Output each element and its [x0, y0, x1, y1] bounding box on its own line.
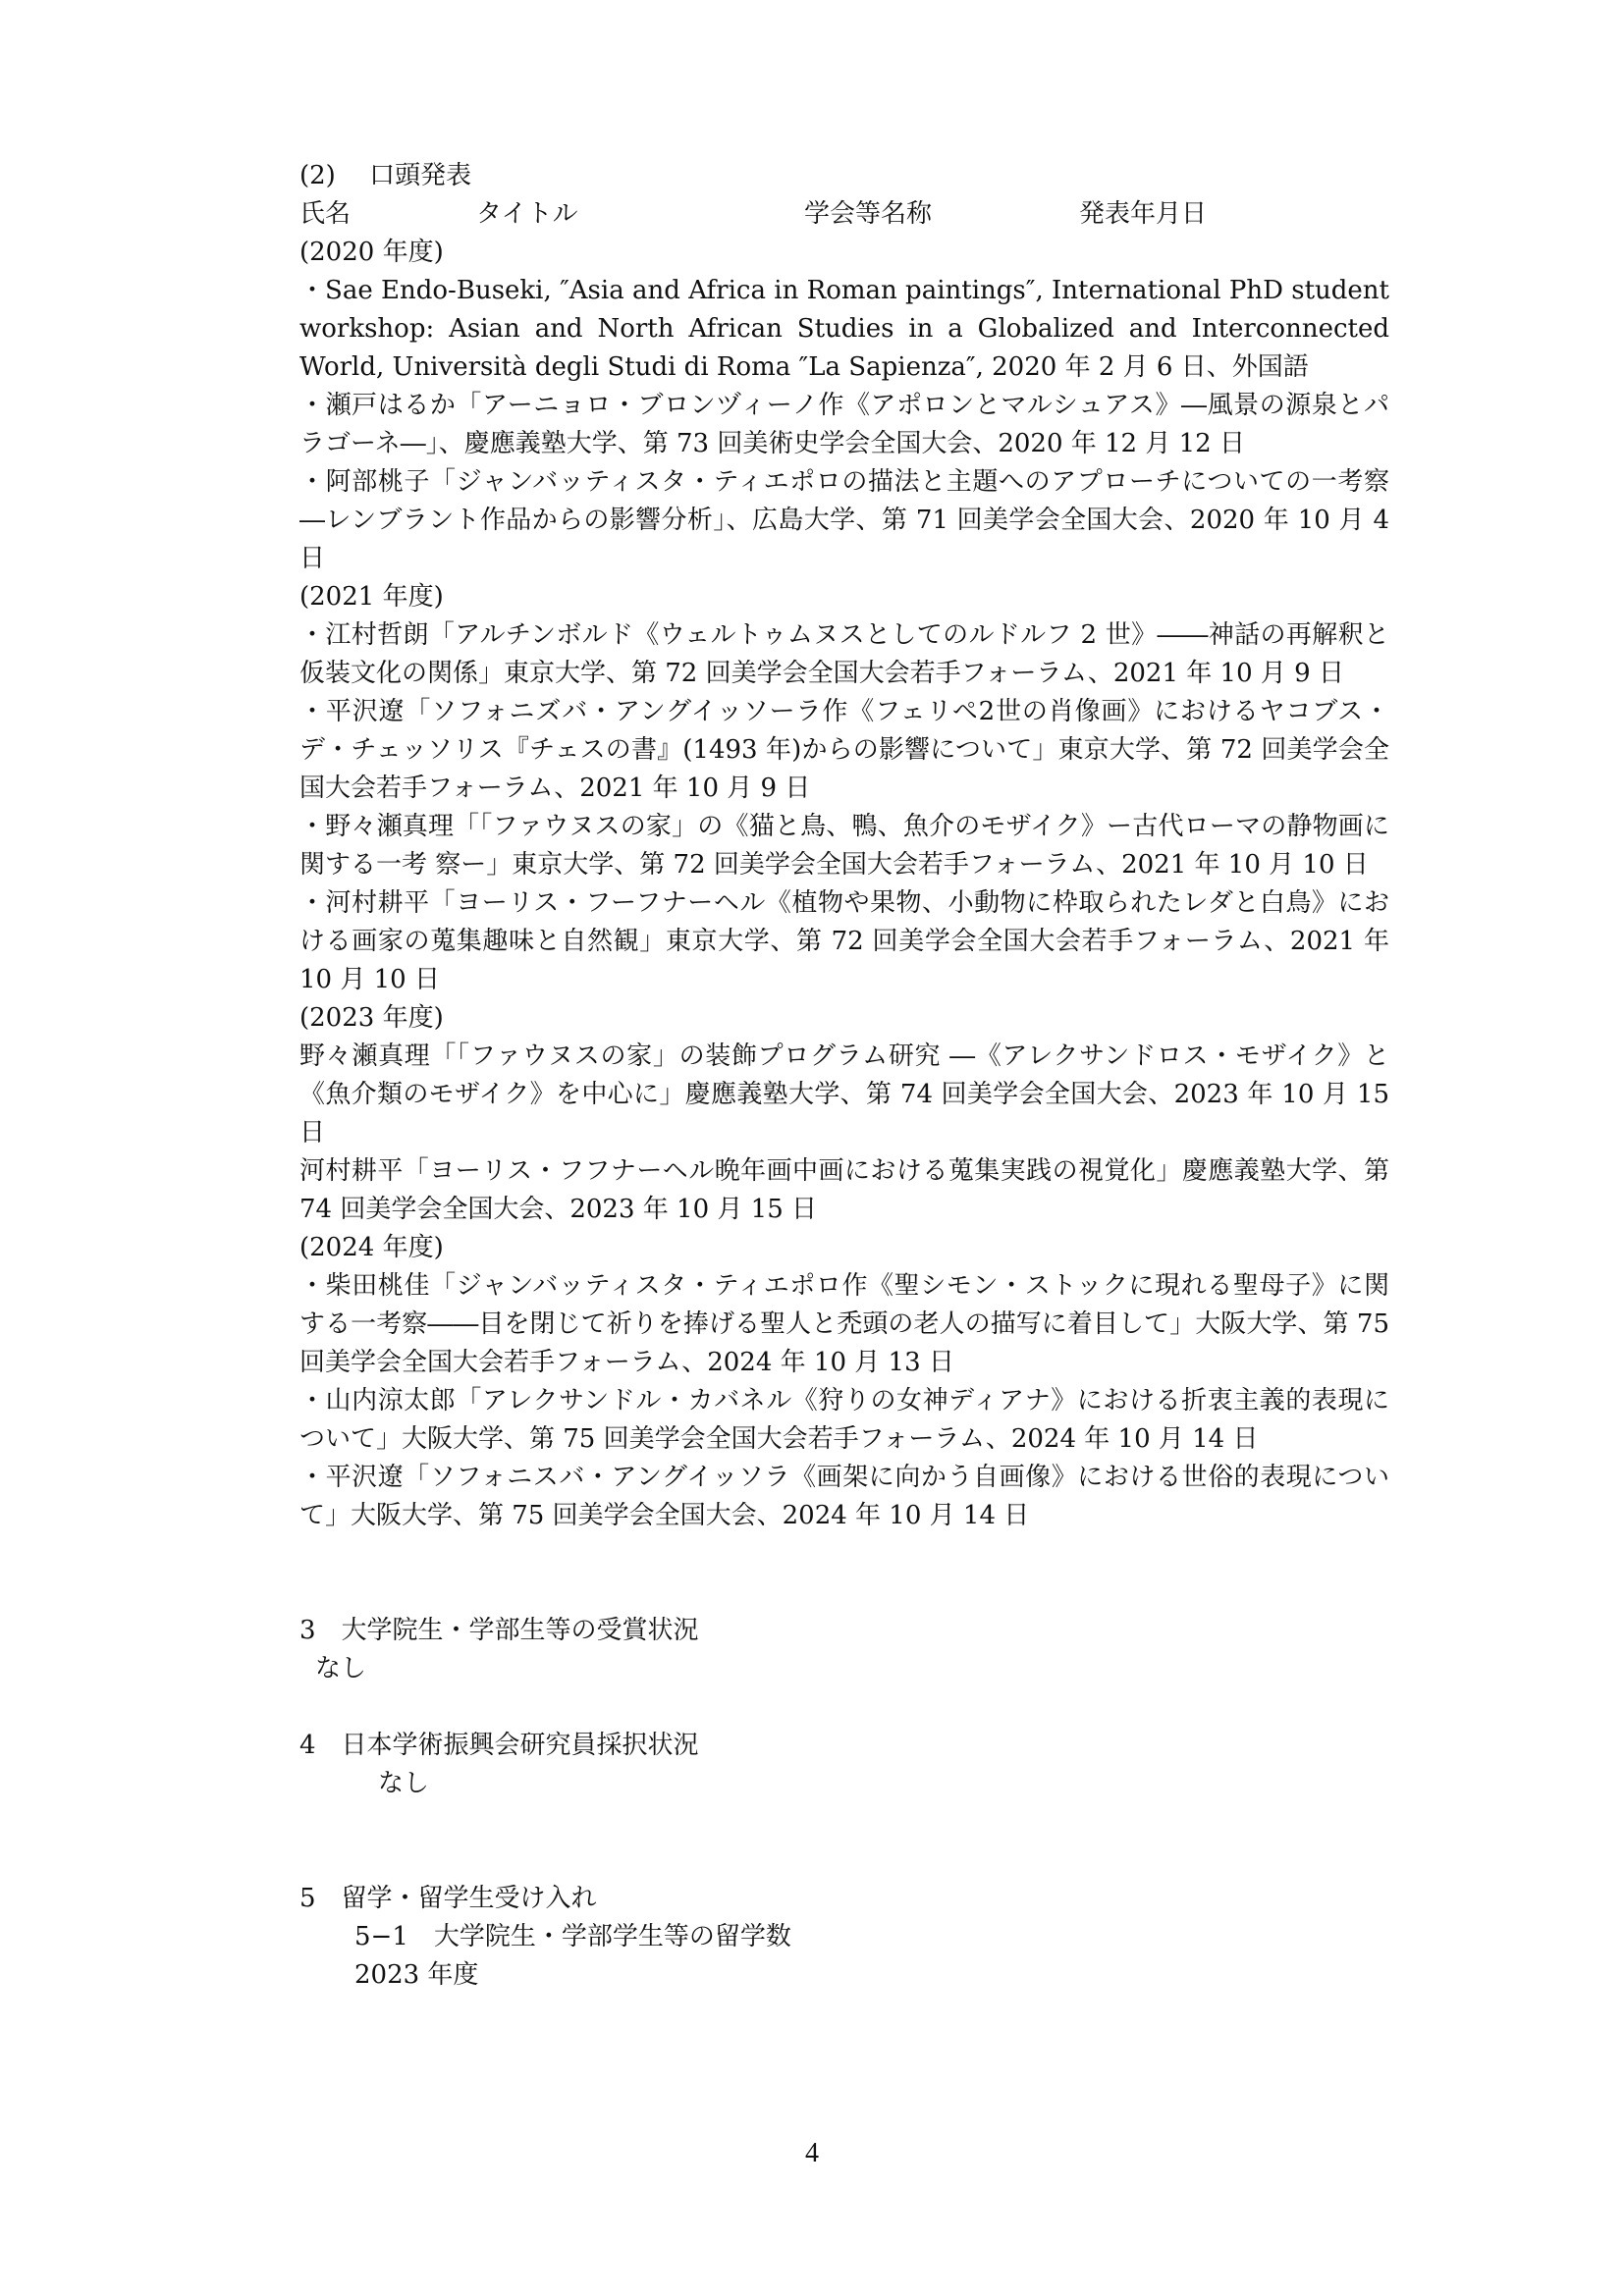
column-header-date: 発表年月日: [1079, 199, 1208, 229]
study-abroad-year: 2023 年度: [354, 1960, 479, 1990]
year-label-2021: (2021 年度): [299, 582, 444, 612]
presentation-entry: ・平沢遼「ソフォニズバ・アングイッソーラ作《フェリペ2世の肖像画》におけるヤコブス・デ・チェッソリス『チェスの書』(1493 年)からの影響について」東京大学、第 72 回美学会全国大会若手フォーラム、2021 年 10 月 9 日: [299, 697, 1389, 803]
presentation-entry: ・柴田桃佳「ジャンバッティスタ・ティエポロ作《聖シモン・ストックに現れる聖母子》に関する一考察――目を閉じて祈りを捧げる聖人と禿頭の老人の描写に着目して」大阪大学、第 75 回美学会全国大会若手フォーラム、2024 年 10 月 13 日: [299, 1271, 1389, 1377]
presentation-entry: ・Sae Endo-Buseki, ″Asia and Africa in Roman paintings″, International PhD student workshop: Asian and North African Studies in a Globalized and Interconnected World, Università degli Studi di Roma ″La Sapienza″, 2020 年 2 月 6 日、外国語: [299, 276, 1389, 382]
presentation-entry: ・山内涼太郎「アレクサンドル・カバネル《狩りの女神ディアナ》における折衷主義的表現について」大阪大学、第 75 回美学会全国大会若手フォーラム、2024 年 10 月 14 日: [299, 1386, 1389, 1454]
section-heading-oral-presentations: (2) 口頭発表: [299, 161, 472, 190]
column-header-name: 氏名: [299, 199, 352, 229]
presentation-entry: 野々瀬真理「「ファウヌスの家」の装飾プログラム研究 ―《アレクサンドロス・モザイク》と《魚介類のモザイク》を中心に」慶應義塾大学、第 74 回美学会全国大会、2023 年 10 月 15 日: [299, 1041, 1389, 1148]
presentation-entry: 河村耕平「ヨーリス・フフナーヘル晩年画中画における蒐集実践の視覚化」慶應義塾大学、第 74 回美学会全国大会、2023 年 10 月 15 日: [299, 1156, 1389, 1224]
jsps-fellows-value: なし: [378, 1769, 430, 1798]
awards-value: なし: [315, 1654, 367, 1683]
subsection-heading-study-abroad-count: 5−1 大学院生・学部学生等の留学数: [354, 1922, 791, 1951]
section-heading-awards: 3 大学院生・学部生等の受賞状況: [299, 1616, 699, 1645]
column-header-conference: 学会等名称: [804, 199, 933, 229]
document-body: [299, 157, 1389, 1995]
page-number: 4: [805, 2138, 819, 2168]
year-label-2023: (2023 年度): [299, 1003, 444, 1033]
spacer: [299, 1535, 1389, 1612]
presentation-entry: ・平沢遼「ソフォニスバ・アングイッソラ《画架に向かう自画像》における世俗的表現について」大阪大学、第 75 回美学会全国大会、2024 年 10 月 14 日: [299, 1463, 1389, 1530]
spacer: [299, 1688, 1389, 1727]
year-label-2020: (2020 年度): [299, 238, 444, 267]
presentation-entry: ・瀬戸はるか「アーニョロ・ブロンヅィーノ作《アポロンとマルシュアス》―風景の源泉とパラゴーネ―」、慶應義塾大学、第 73 回美術史学会全国大会、2020 年 12 月 12 日: [299, 391, 1389, 458]
presentation-entry: ・河村耕平「ヨーリス・フーフナーヘル《植物や果物、小動物に枠取られたレダと白鳥》における画家の蒐集趣味と自然観」東京大学、第 72 回美学会全国大会若手フォーラム、2021 年 10 月 10 日: [299, 888, 1389, 994]
column-header-row: [299, 195, 1389, 234]
presentation-entry: ・阿部桃子「ジャンバッティスタ・ティエポロの描法と主題へのアプローチについての一考察―レンブラント作品からの影響分析」、広島大学、第 71 回美学会全国大会、2020 年 10 月 4 日: [299, 467, 1389, 573]
year-label-2024: (2024 年度): [299, 1233, 444, 1262]
presentation-entry: ・江村哲朗「アルチンボルド《ウェルトゥムヌスとしてのルドルフ 2 世》――神話の再解釈と仮装文化の関係」東京大学、第 72 回美学会全国大会若手フォーラム、2021 年 10 月 9 日: [299, 620, 1389, 688]
column-header-title: タイトル: [476, 199, 578, 229]
spacer: [299, 1803, 1389, 1880]
section-heading-study-abroad: 5 留学・留学生受け入れ: [299, 1884, 597, 1913]
section-heading-jsps-fellows: 4 日本学術振興会研究員採択状況: [299, 1731, 699, 1760]
presentation-entry: ・野々瀬真理「「ファウヌスの家」の《猫と鳥、鴨、魚介のモザイク》ー古代ローマの静物画に関する一考 察ー」東京大学、第 72 回美学会全国大会若手フォーラム、2021 年 10 月 10 日: [299, 812, 1389, 880]
